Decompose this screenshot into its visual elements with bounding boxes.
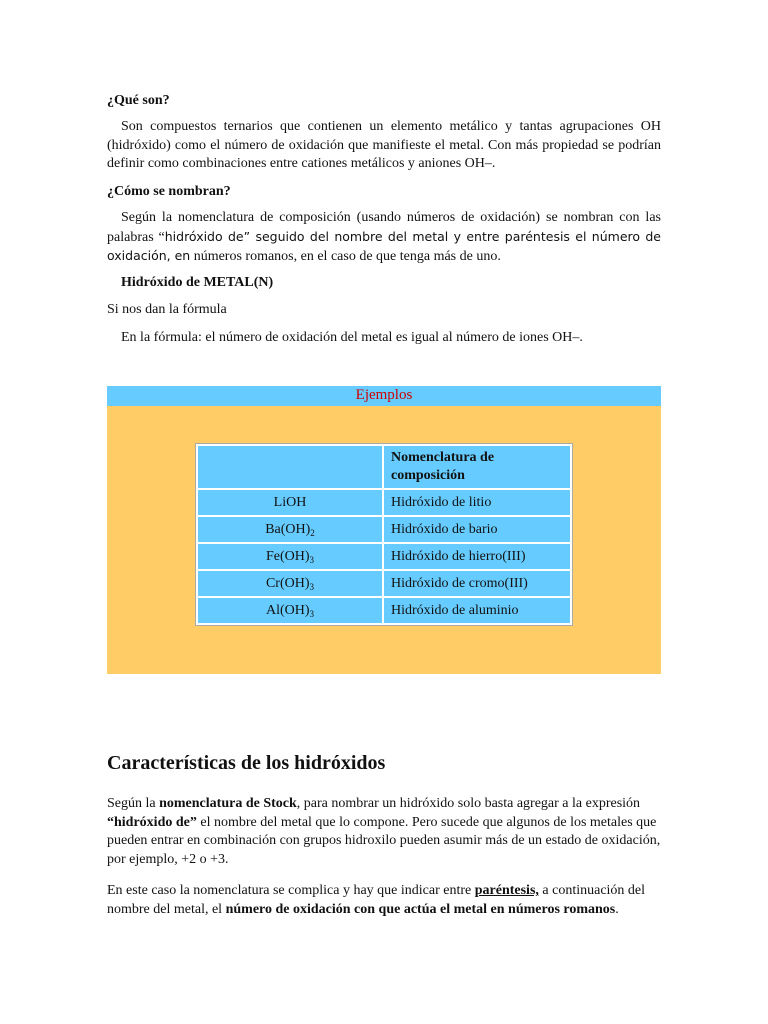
- paragraph-como-se-nombran: [107, 209, 661, 267]
- table-header-row: [198, 446, 570, 488]
- text-run: , para nombrar un hidróxido solo basta agregar a la expresión: [296, 796, 641, 811]
- formula-cell: [198, 544, 382, 569]
- formula-base: Al(OH): [265, 602, 310, 618]
- text-run: a continuación del nombre del metal, el: [107, 883, 646, 917]
- formula-cell: [198, 490, 382, 515]
- examples-title-bar: [107, 386, 661, 406]
- formula-base: LiOH: [273, 494, 307, 510]
- text-run: En este caso la nomenclatura se complica y hay que indicar entre: [107, 883, 475, 898]
- formula-subscript: 3: [309, 581, 315, 592]
- formula-intro: Si nos dan la fórmula: [107, 302, 227, 317]
- bold-term-hidroxido-de: “hidróxido de”: [107, 814, 197, 830]
- formula-subscript: 2: [310, 527, 315, 538]
- formula-cell: [198, 571, 382, 596]
- table-header-empty: [198, 446, 382, 488]
- paragraph-stock: [107, 795, 661, 869]
- paragraph-como-sans: hidróxido de” seguido del nombre del metal y entre paréntesis el número de oxidación, en: [107, 228, 661, 263]
- table-row: [198, 571, 570, 596]
- table-row: [198, 598, 570, 623]
- examples-table: [195, 443, 573, 626]
- paragraph-que-son: Son compuestos ternarios que contienen un elemento metálico y tantas agrupaciones OH (hidróxido) como el número de oxidación que manifieste el metal. Con más propiedad se podrían definir como combinaciones entre cationes metálicos y aniones OH–.: [107, 119, 661, 171]
- formula-text: En la fórmula: el número de oxidación del metal es igual al número de iones OH–.: [121, 330, 583, 345]
- paragraph-como-b: números romanos, en el caso de que tenga más de uno.: [190, 249, 501, 264]
- bold-term-stock: nomenclatura de Stock: [159, 796, 297, 811]
- paragraph-como-a: Según la nomenclatura de composición (usando números de oxidación) se nombran con las palabras “: [107, 210, 661, 245]
- table-row: [198, 544, 570, 569]
- name-cell: Hidróxido de cromo(III): [384, 571, 570, 596]
- section-title: Características de los hidróxidos: [107, 752, 386, 774]
- formula-cell: [198, 517, 382, 542]
- table-row: [198, 490, 570, 515]
- formula-base: Fe(OH): [265, 548, 310, 564]
- naming-rule: Hidróxido de METAL(N): [121, 275, 274, 290]
- formula-subscript: 3: [309, 554, 315, 565]
- examples-panel: [107, 386, 661, 674]
- formula-base: Cr(OH): [265, 575, 310, 591]
- text-run: Según la: [107, 796, 160, 811]
- examples-title: Ejemplos: [355, 387, 413, 403]
- formula-cell: [198, 598, 382, 623]
- formula-subscript: 3: [309, 608, 315, 619]
- heading-que-son: ¿Qué son?: [107, 93, 170, 108]
- underlined-term-parentesis: paréntesis,: [474, 883, 539, 898]
- heading-como-se-nombran: ¿Cómo se nombran?: [107, 184, 231, 199]
- name-cell: Hidróxido de hierro(III): [384, 544, 570, 569]
- table-header-nomenclatura: Nomenclatura de composición: [384, 446, 570, 488]
- name-cell: Hidróxido de bario: [384, 517, 570, 542]
- formula-base: Ba(OH): [265, 521, 311, 537]
- name-cell: Hidróxido de litio: [384, 490, 570, 515]
- text-run: .: [615, 901, 619, 917]
- bold-term-numero-oxidacion: número de oxidación con que actúa el metal en números romanos: [225, 901, 616, 917]
- name-cell: Hidróxido de aluminio: [384, 598, 570, 623]
- table-row: [198, 517, 570, 542]
- paragraph-parentesis: [107, 882, 661, 919]
- text-run: el nombre del metal que lo compone. Pero sucede que algunos de los metales que pueden entrar en combinación con grupos hidroxilo pueden asumir más de un estado de oxidación, por ejemplo, +2 o +3.: [107, 814, 661, 867]
